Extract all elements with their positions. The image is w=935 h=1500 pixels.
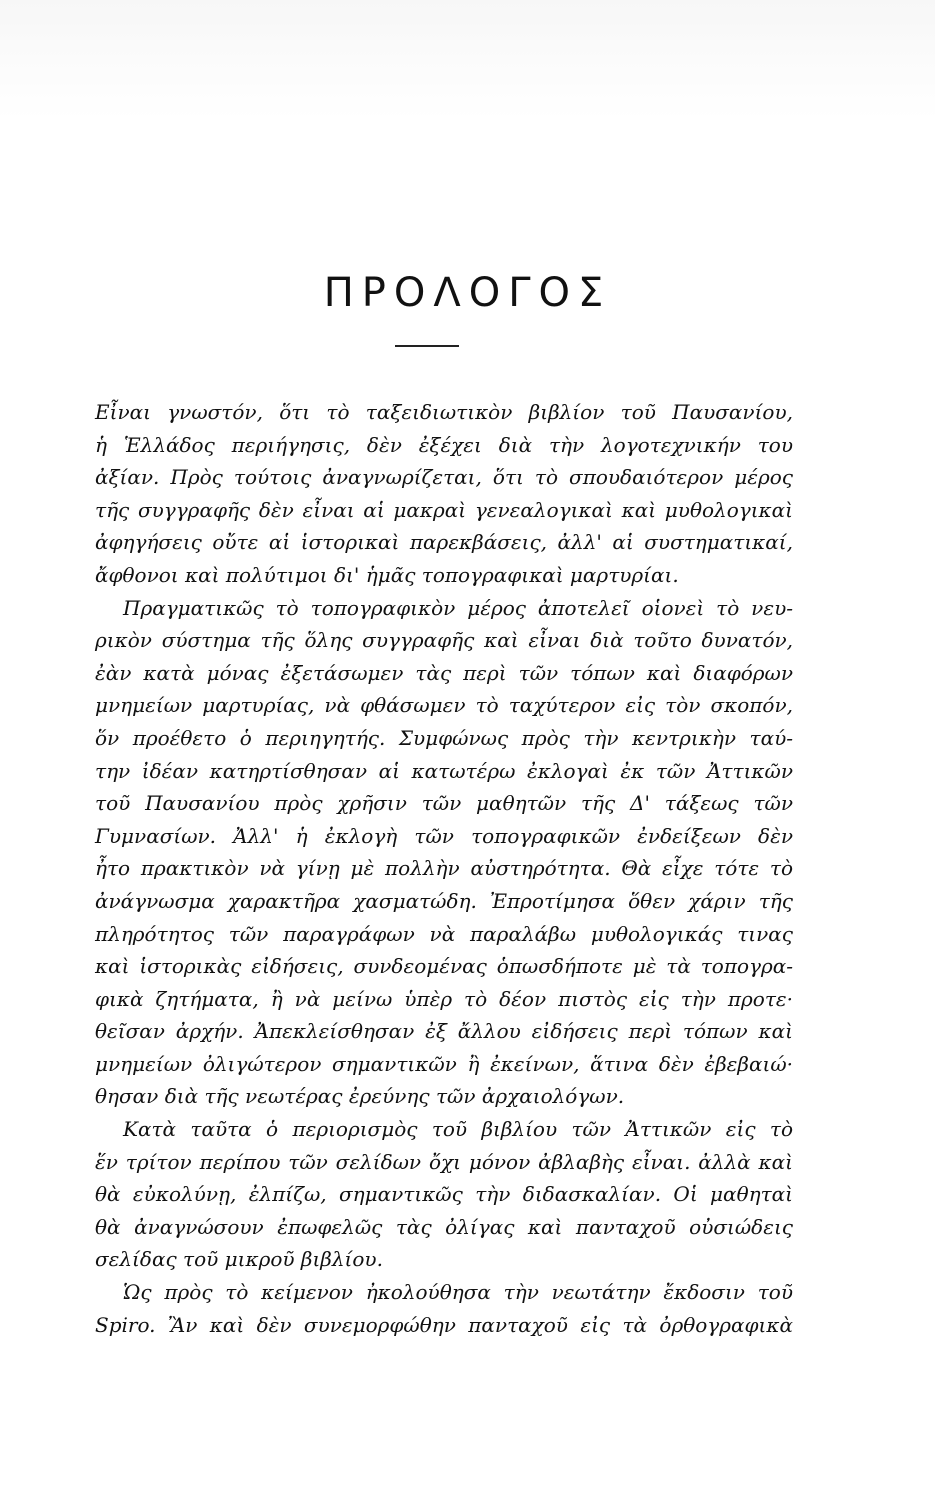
text-line: Κατὰ ταῦτα ὁ περιορισμὸς τοῦ βιβλίου τῶν Ἀττικῶν εἰς τὸ [123, 1117, 793, 1142]
text-line: μνημείων μαρτυρίας, νὰ φθάσωμεν τὸ ταχύτερον εἰς τὸν σκοπόν, [95, 693, 793, 718]
text-line: την ἰδέαν κατηρτίσθησαν αἱ κατωτέρω ἐκλογαὶ ἐκ τῶν Ἀττικῶν [95, 758, 793, 783]
text-line: ρικὸν σύστημα τῆς ὅλης συγγραφῆς καὶ εἶναι διὰ τοῦτο δυνατόν, [95, 628, 793, 653]
text-line: Γυμνασίων. Ἀλλ' ἡ ἐκλογὴ τῶν τοπογραφικῶν ἐνδείξεων δὲν [95, 823, 793, 848]
text-line: ἐὰν κατὰ μόνας ἐξετάσωμεν τὰς περὶ τῶν τόπων καὶ διαφόρων [95, 660, 793, 685]
text-line: Spiro. Ἂν καὶ δὲν συνεμορφώθην πανταχοῦ εἰς τὰ ὀρθογραφικὰ [95, 1312, 793, 1337]
preface-body [95, 396, 793, 1341]
title-divider [395, 345, 459, 347]
text-line: θεῖσαν ἀρχήν. Ἀπεκλείσθησαν ἐξ ἄλλου εἰδήσεις περὶ τόπων καὶ [95, 1019, 793, 1044]
text-line: ἄφθονοι καὶ πολύτιμοι δι' ἡμᾶς τοπογραφικαὶ μαρτυρίαι. [95, 562, 679, 587]
text-line: φικὰ ζητήματα, ἢ νὰ μείνω ὑπὲρ τὸ δέον πιστὸς εἰς τὴν προτε· [95, 986, 793, 1011]
text-line: θὰ εὐκολύνῃ, ἐλπίζω, σημαντικῶς τὴν διδασκαλίαν. Οἱ μαθηταὶ [95, 1182, 793, 1207]
text-line: τῆς συγγραφῆς δὲν εἶναι αἱ μακραὶ γενεαλογικαὶ καὶ μυθολογικαὶ [95, 497, 793, 522]
text-line: σελίδας τοῦ μικροῦ βιβλίου. [95, 1247, 383, 1272]
text-line: θὰ ἀναγνώσουν ἐπωφελῶς τὰς ὀλίγας καὶ πανταχοῦ οὐσιώδεις [95, 1214, 793, 1239]
text-line: καὶ ἱστορικὰς εἰδήσεις, συνδεομένας ὁπωσδήποτε μὲ τὰ τοπογρα- [95, 954, 793, 979]
text-line: ἀφηγήσεις οὔτε αἱ ἱστορικαὶ παρεκβάσεις, ἀλλ' αἱ συστηματικαί, [95, 530, 793, 555]
text-line: ἕν τρίτον περίπου τῶν σελίδων ὄχι μόνον ἀβλαβὴς εἶναι. ἀλλὰ καὶ [95, 1149, 793, 1174]
text-line: τοῦ Παυσανίου πρὸς χρῆσιν τῶν μαθητῶν τῆς Δ' τάξεως τῶν [95, 791, 793, 816]
text-line: ἡ Ἑλλάδος περιήγησις, δὲν ἐξέχει διὰ τὴν λογοτεχνικήν του [95, 432, 793, 457]
text-line: ὅν προέθετο ὁ περιηγητής. Συμφώνως πρὸς τὴν κεντρικὴν ταύ- [95, 725, 793, 750]
text-line: Πραγματικῶς τὸ τοπογραφικὸν μέρος ἀποτελεῖ οἱονεὶ τὸ νευ- [123, 595, 793, 620]
page-title: ΠΡΟΛΟΓΟΣ [323, 270, 612, 316]
text-line: θησαν διὰ τῆς νεωτέρας ἐρεύνης τῶν ἀρχαιολόγων. [95, 1084, 625, 1109]
text-line: πληρότητος τῶν παραγράφων νὰ παραλάβω μυθολογικάς τινας [95, 921, 793, 946]
text-line: ἀξίαν. Πρὸς τούτοις ἀναγνωρίζεται, ὅτι τὸ σπουδαιότερον μέρος [95, 465, 793, 490]
text-line: Εἶναι γνωστόν, ὅτι τὸ ταξειδιωτικὸν βιβλίον τοῦ Παυσανίου, [95, 400, 793, 424]
text-line: ἦτο πρακτικὸν νὰ γίνῃ μὲ πολλὴν αὐστηρότητα. Θὰ εἶχε τότε τὸ [95, 856, 793, 881]
text-line: μνημείων ὀλιγώτερον σημαντικῶν ἢ ἐκείνων, ἅτινα δὲν ἐβεβαιώ· [95, 1051, 793, 1076]
text-line: Ὡς πρὸς τὸ κείμενον ἠκολούθησα τὴν νεωτάτην ἔκδοσιν τοῦ [123, 1280, 793, 1305]
text-line: ἀνάγνωσμα χαρακτῆρα χασματώδη. Ἐπροτίμησα ὅθεν χάριν τῆς [95, 888, 793, 913]
